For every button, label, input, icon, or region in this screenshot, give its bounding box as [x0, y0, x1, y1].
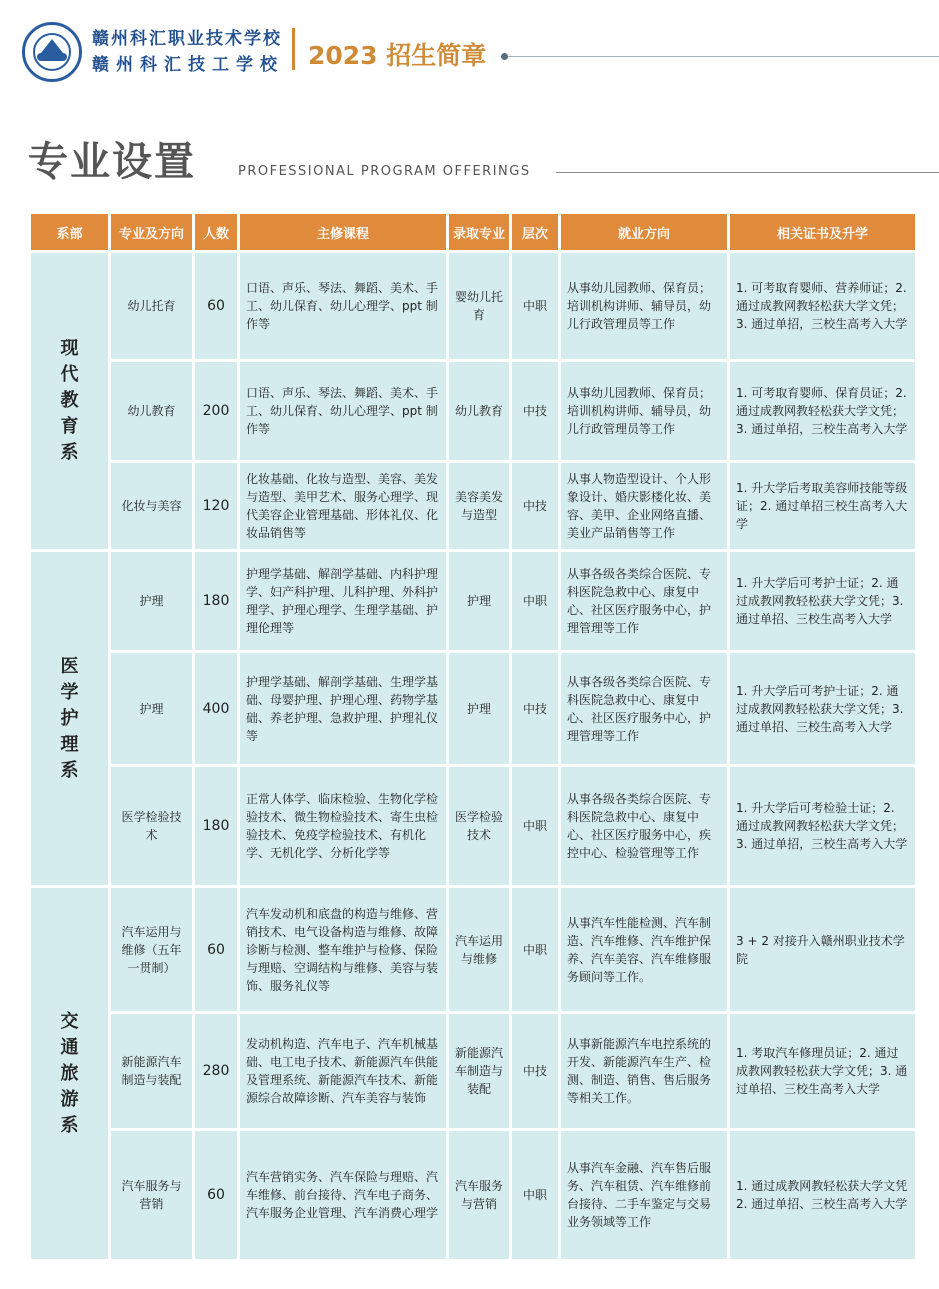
- count-cell: 60: [195, 888, 237, 1011]
- school-name-vocational: 赣州科汇职业技术学校: [92, 29, 282, 49]
- header-divider: [292, 28, 295, 70]
- admission-cell: 医学检验技术: [449, 767, 509, 885]
- courses-cell: 发动机构造、汽车电子、汽车机械基础、电工电子技术、新能源汽车供能及管理系统、新能源汽车技术、新能源综合故障诊断、汽车美容与装饰: [240, 1014, 446, 1128]
- courses-cell: 护理学基础、解剖学基础、生理学基础、母婴护理、护理心理、药物学基础、养老护理、急救护理、护理礼仪等: [240, 653, 446, 764]
- count-cell: 60: [195, 1131, 237, 1259]
- cert-cell: 1. 升大学后可考护士证；2. 通过成教网教轻松获大学文凭；3. 通过单招、三校生高考入大学: [730, 552, 915, 650]
- header-career: 就业方向: [561, 214, 727, 250]
- level-cell: 中技: [512, 1014, 558, 1128]
- header-major: 专业及方向: [111, 214, 192, 250]
- department-cell: [31, 888, 108, 1259]
- table-row: [31, 253, 915, 359]
- courses-cell: 汽车发动机和底盘的构造与维修、营销技术、电气设备构造与维修、故障诊断与检测、整车维护与检修、保险与理赔、空调结构与维修、美容与装饰、服务礼仪等: [240, 888, 446, 1011]
- table-row: [31, 1131, 915, 1259]
- career-cell: 从事幼儿园教师、保育员；培训机构讲师、辅导员，幼儿行政管理员等工作: [561, 253, 727, 359]
- cert-cell: 1. 升大学后可考护士证；2. 通过成教网教轻松获大学文凭；3. 通过单招、三校生高考入大学: [730, 653, 915, 764]
- admission-cell: 婴幼儿托育: [449, 253, 509, 359]
- major-cell: 幼儿教育: [111, 362, 192, 460]
- career-cell: 从事各级各类综合医院、专科医院急救中心、康复中心、社区医疗服务中心，疾控中心、检验管理等工作: [561, 767, 727, 885]
- count-cell: 120: [195, 463, 237, 549]
- count-cell: 60: [195, 253, 237, 359]
- department-name: 交通旅游系: [60, 1010, 79, 1136]
- count-cell: 200: [195, 362, 237, 460]
- major-cell: 化妆与美容: [111, 463, 192, 549]
- major-cell: 幼儿托育: [111, 253, 192, 359]
- admission-cell: 汽车服务与营销: [449, 1131, 509, 1259]
- table-row: [31, 888, 915, 1011]
- admission-cell: 新能源汽车制造与装配: [449, 1014, 509, 1128]
- career-cell: 从事幼儿园教师、保育员；培训机构讲师、辅导员，幼儿行政管理员等工作: [561, 362, 727, 460]
- cert-cell: 1. 可考取育婴师、保育员证；2. 通过成教网教轻松获大学文凭；3. 通过单招，三校生高考入大学: [730, 362, 915, 460]
- courses-cell: 正常人体学、临床检验、生物化学检验技术、微生物检验技术、寄生虫检验技术、免疫学检验技术、有机化学、无机化学、分析化学等: [240, 767, 446, 885]
- section-rule: [556, 172, 939, 173]
- table-row: [31, 362, 915, 460]
- count-cell: 280: [195, 1014, 237, 1128]
- courses-cell: 口语、声乐、琴法、舞蹈、美术、手工、幼儿保育、幼儿心理学、ppt 制作等: [240, 253, 446, 359]
- count-cell: 180: [195, 767, 237, 885]
- table-row: [31, 653, 915, 764]
- level-cell: 中技: [512, 463, 558, 549]
- career-cell: 从事人物造型设计、个人形象设计、婚庆影楼化妆、美容、美甲、企业网络直播、美业产品销售等工作: [561, 463, 727, 549]
- table-row: [31, 1014, 915, 1128]
- major-cell: 护理: [111, 653, 192, 764]
- career-cell: 从事各级各类综合医院、专科医院急救中心、康复中心、社区医疗服务中心，护理管理等工作: [561, 653, 727, 764]
- admission-cell: 汽车运用与维修: [449, 888, 509, 1011]
- major-cell: 汽车运用与维修（五年一贯制）: [111, 888, 192, 1011]
- major-cell: 新能源汽车制造与装配: [111, 1014, 192, 1128]
- level-cell: 中职: [512, 1131, 558, 1259]
- table-row: [31, 767, 915, 885]
- courses-cell: 口语、声乐、琴法、舞蹈、美术、手工、幼儿保育、幼儿心理学、ppt 制作等: [240, 362, 446, 460]
- header-level: 层次: [512, 214, 558, 250]
- department-name: 医学护理系: [60, 655, 79, 781]
- brochure-title: 2023 招生简章: [308, 41, 487, 70]
- cert-cell: 1. 升大学后考取美容师技能等级证；2. 通过单招三校生高考入大学: [730, 463, 915, 549]
- cert-cell: 1. 考取汽车修理员证；2. 通过成教网教轻松获大学文凭；3. 通过单招、三校生高考入大学: [730, 1014, 915, 1128]
- courses-cell: 汽车营销实务、汽车保险与理赔、汽车维修、前台接待、汽车电子商务、汽车服务企业管理、汽车消费心理学: [240, 1131, 446, 1259]
- header-admission: 录取专业: [449, 214, 509, 250]
- level-cell: 中技: [512, 362, 558, 460]
- department-cell: [31, 552, 108, 885]
- admission-cell: 护理: [449, 552, 509, 650]
- header-cert: 相关证书及升学: [730, 214, 915, 250]
- header-dot: [501, 53, 508, 60]
- page-header: [0, 0, 939, 110]
- level-cell: 中职: [512, 253, 558, 359]
- table-header-row: [31, 214, 915, 250]
- table-row: [31, 552, 915, 650]
- department-cell: [31, 253, 108, 549]
- header-courses: 主修课程: [240, 214, 446, 250]
- count-cell: 400: [195, 653, 237, 764]
- level-cell: 中职: [512, 552, 558, 650]
- admission-cell: 幼儿教育: [449, 362, 509, 460]
- program-table: [28, 211, 918, 1262]
- level-cell: 中职: [512, 767, 558, 885]
- courses-cell: 护理学基础、解剖学基础、内科护理学、妇产科护理、儿科护理、外科护理学、护理心理学、生理学基础、护理伦理等: [240, 552, 446, 650]
- cert-cell: 1. 升大学后可考检验士证；2. 通过成教网教轻松获大学文凭；3. 通过单招，三校生高考入大学: [730, 767, 915, 885]
- level-cell: 中技: [512, 653, 558, 764]
- header-rule: [508, 56, 939, 57]
- table-row: [31, 463, 915, 549]
- major-cell: 护理: [111, 552, 192, 650]
- major-cell: 医学检验技术: [111, 767, 192, 885]
- level-cell: 中职: [512, 888, 558, 1011]
- header-department: 系部: [31, 214, 108, 250]
- section-title: 专业设置: [28, 139, 196, 185]
- cert-cell: 1. 通过成教网教轻松获大学文凭 2. 通过单招、三校生高考入大学: [730, 1131, 915, 1259]
- career-cell: 从事汽车性能检测、汽车制造、汽车维修、汽车维护保养、汽车美容、汽车维修服务顾问等工作。: [561, 888, 727, 1011]
- school-logo-icon: [22, 22, 82, 82]
- major-cell: 汽车服务与营销: [111, 1131, 192, 1259]
- career-cell: 从事新能源汽车电控系统的开发、新能源汽车生产、检测、制造、销售、售后服务等相关工作。: [561, 1014, 727, 1128]
- section-subtitle: PROFESSIONAL PROGRAM OFFERINGS: [238, 164, 531, 179]
- career-cell: 从事汽车金融、汽车售后服务、汽车租赁、汽车维修前台接待、二手车鉴定与交易业务领域等工作: [561, 1131, 727, 1259]
- department-name: 现代教育系: [60, 338, 79, 463]
- header-count: 人数: [195, 214, 237, 250]
- admission-cell: 美容美发与造型: [449, 463, 509, 549]
- career-cell: 从事各级各类综合医院、专科医院急救中心、康复中心、社区医疗服务中心，护理管理等工作: [561, 552, 727, 650]
- count-cell: 180: [195, 552, 237, 650]
- school-name-technical: 赣州科汇技工学校: [92, 55, 284, 75]
- cert-cell: 3 + 2 对接升入赣州职业技术学院: [730, 888, 915, 1011]
- admission-cell: 护理: [449, 653, 509, 764]
- courses-cell: 化妆基础、化妆与造型、美容、美发与造型、美甲艺术、服务心理学、现代美容企业管理基础、形体礼仪、化妆品销售等: [240, 463, 446, 549]
- cert-cell: 1. 可考取育婴师、营养师证；2. 通过成教网教轻松获大学文凭；3. 通过单招，三校生高考入大学: [730, 253, 915, 359]
